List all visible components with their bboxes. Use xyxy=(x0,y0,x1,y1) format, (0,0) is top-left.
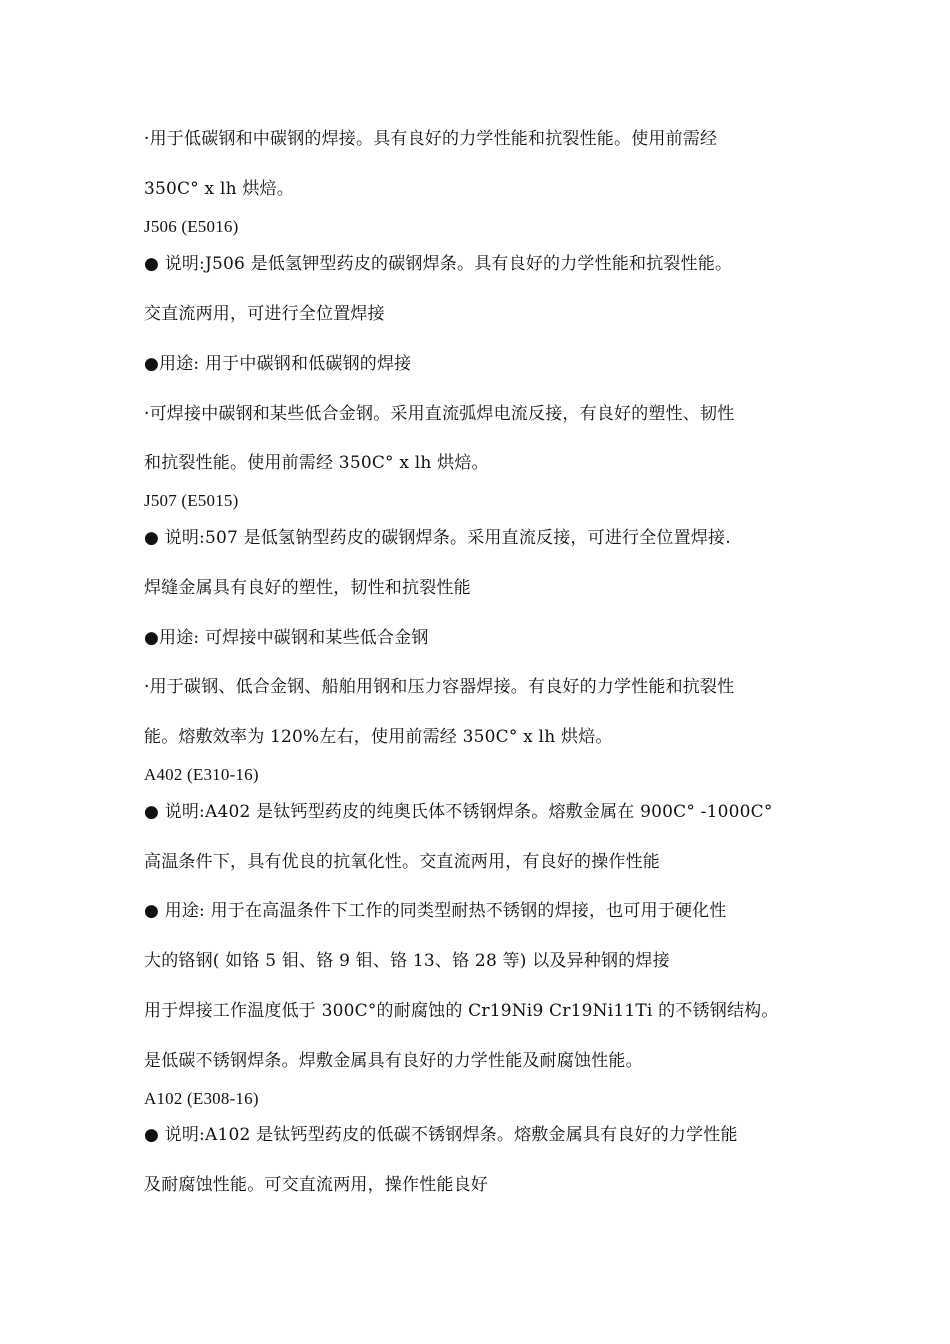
text-line: ● 说明:A102 是钛钙型药皮的低碳不锈钢焊条。熔敷金属具有良好的力学性能 xyxy=(144,1125,738,1145)
text-line: ● 用途: 用于在高温条件下工作的同类型耐热不锈钢的焊接，也可用于硬化性 xyxy=(144,901,727,921)
text-line: 高温条件下，具有优良的抗氧化性。交直流两用，有良好的操作性能 xyxy=(144,852,660,872)
text-line: ·可焊接中碳钢和某些低合金钢。采用直流弧焊电流反接，有良好的塑性、韧性 xyxy=(144,404,735,424)
text-line: ● 说明:J506 是低氢钾型药皮的碳钢焊条。具有良好的力学性能和抗裂性能。 xyxy=(144,254,733,274)
text-line: ●用途: 可焊接中碳钢和某些低合金钢 xyxy=(144,628,429,648)
text-line: 和抗裂性能。使用前需经 350C° x lh 烘焙。 xyxy=(144,453,489,473)
section-heading: J506 (E5016) xyxy=(144,217,239,236)
text-line: 焊缝金属具有良好的塑性，韧性和抗裂性能 xyxy=(144,578,471,598)
section-heading: A402 (E310-16) xyxy=(144,765,259,784)
text-line: 是低碳不锈钢焊条。焊敷金属具有良好的力学性能及耐腐蚀性能。 xyxy=(144,1051,643,1071)
section-heading: J507 (E5015) xyxy=(144,491,239,510)
text-line: ● 说明:507 是低氢钠型药皮的碳钢焊条。采用直流反接，可进行全位置焊接. xyxy=(144,528,731,548)
text-line: 用于焊接工作温度低于 300C°的耐腐蚀的 Cr19Ni9 Cr19Ni11Ti 的不锈钢结构。 xyxy=(144,1001,779,1021)
text-line: ●用途: 用于中碳钢和低碳钢的焊接 xyxy=(144,354,412,374)
section-heading: A102 (E308-16) xyxy=(144,1089,259,1108)
text-line: 及耐腐蚀性能。可交直流两用，操作性能良好 xyxy=(144,1175,488,1195)
text-line: 大的铬钢( 如铬 5 钼、铬 9 钼、铬 13、铬 28 等) 以及异种钢的焊接 xyxy=(144,951,670,971)
text-line: ● 说明:A402 是钛钙型药皮的纯奥氏体不锈钢焊条。熔敷金属在 900C° -1000C° xyxy=(144,802,773,822)
text-line: 交直流两用，可进行全位置焊接 xyxy=(144,304,385,324)
text-line: 能。熔敷效率为 120%左右，使用前需经 350C° x lh 烘焙。 xyxy=(144,727,613,747)
text-line: ·用于低碳钢和中碳钢的焊接。具有良好的力学性能和抗裂性能。使用前需经 xyxy=(144,129,718,149)
text-line: 350C° x lh 烘焙。 xyxy=(144,179,294,199)
text-line: ·用于碳钢、低合金钢、船舶用钢和压力容器焊接。有良好的力学性能和抗裂性 xyxy=(144,677,735,697)
